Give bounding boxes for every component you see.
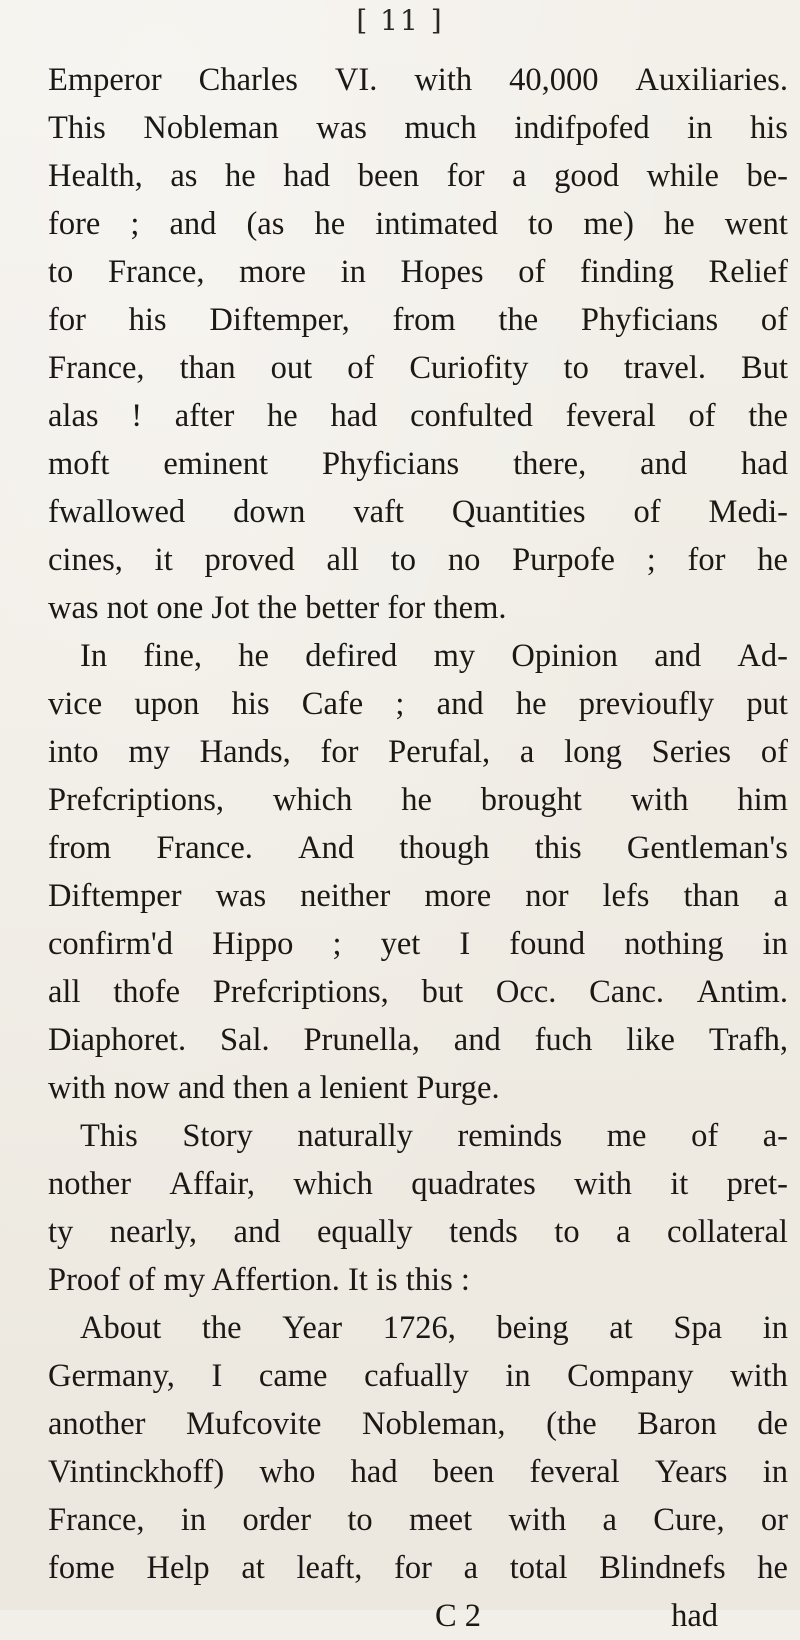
text-line: France, in order to meet with a Cure, or <box>48 1502 788 1538</box>
page-footer <box>48 1592 788 1640</box>
text-line: alas ! after he had confulted feveral of the <box>48 398 788 434</box>
text-line: nother Affair, which quadrates with it pret- <box>48 1166 788 1202</box>
text-line: Germany, I came cafually in Company with <box>48 1358 788 1394</box>
signature-mark: C 2 <box>435 1598 482 1634</box>
text-line: Diftemper was neither more nor lefs than a <box>48 878 788 914</box>
text-line: another Mufcovite Nobleman, (the Baron de <box>48 1406 788 1442</box>
text-line: fwallowed down vaft Quantities of Medi- <box>48 494 788 530</box>
text-line: vice upon his Cafe ; and he previoufly put <box>48 686 788 722</box>
text-line: This Nobleman was much indifpofed in his <box>48 110 788 146</box>
text-line: Vintinckhoff) who had been feveral Years in <box>48 1454 788 1490</box>
text-line: France, than out of Curiofity to travel. But <box>48 350 788 386</box>
text-line: fome Help at leaft, for a total Blindnefs he <box>48 1550 788 1586</box>
text-line: cines, it proved all to no Purpofe ; for he <box>48 542 788 578</box>
text-line: Diaphoret. Sal. Prunella, and fuch like Trafh, <box>48 1022 788 1058</box>
text-line: In fine, he defired my Opinion and Ad- <box>80 638 788 674</box>
page-number: [ 11 ] <box>356 4 444 37</box>
text-line: Proof of my Affertion. It is this : <box>48 1262 470 1298</box>
text-line: About the Year 1726, being at Spa in <box>80 1310 788 1346</box>
text-line: Prefcriptions, which he brought with him <box>48 782 788 818</box>
text-line: ty nearly, and equally tends to a collateral <box>48 1214 788 1250</box>
catchword: had <box>671 1598 718 1634</box>
body-text <box>48 56 788 1640</box>
text-line: from France. And though this Gentleman's <box>48 830 788 866</box>
text-line: confirm'd Hippo ; yet I found nothing in <box>48 926 788 962</box>
text-line: for his Diftemper, from the Phyficians of <box>48 302 788 338</box>
text-line: with now and then a lenient Purge. <box>48 1070 500 1106</box>
text-line: Emperor Charles VI. with 40,000 Auxiliaries. <box>48 62 788 98</box>
text-line: fore ; and (as he intimated to me) he went <box>48 206 788 242</box>
text-line: to France, more in Hopes of finding Relief <box>48 254 788 290</box>
text-line: This Story naturally reminds me of a- <box>80 1118 788 1154</box>
text-line: moft eminent Phyficians there, and had <box>48 446 788 482</box>
text-line: was not one Jot the better for them. <box>48 590 507 626</box>
text-line: Health, as he had been for a good while be- <box>48 158 788 194</box>
text-line: into my Hands, for Perufal, a long Series of <box>48 734 788 770</box>
text-line: all thofe Prefcriptions, but Occ. Canc. Antim. <box>48 974 788 1010</box>
